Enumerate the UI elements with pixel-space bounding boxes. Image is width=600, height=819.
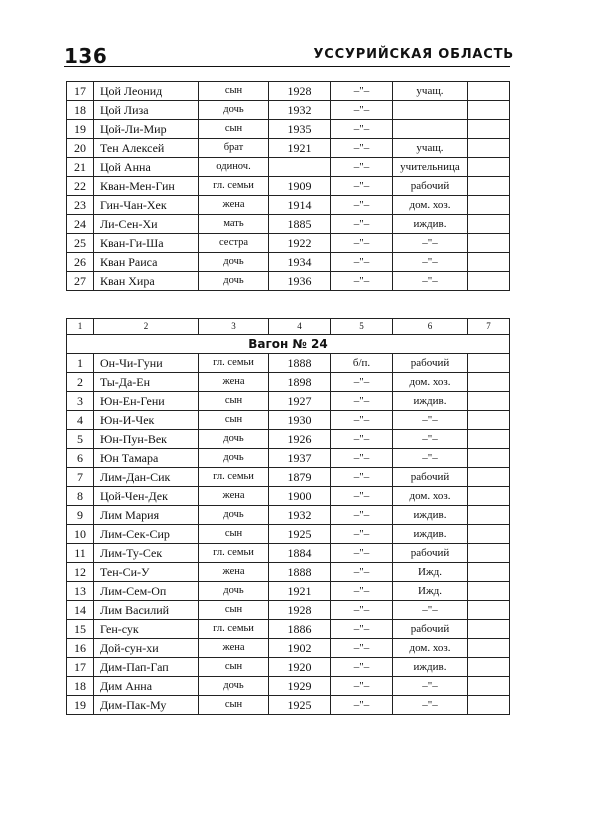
row-number-cell: 19 (67, 120, 94, 139)
occupation-cell: дом. хоз. (393, 196, 468, 215)
occupation-cell: –"– (393, 449, 468, 468)
note-cell (468, 696, 510, 715)
occupation-cell: дом. хоз. (393, 487, 468, 506)
birth-year-cell: 1935 (269, 120, 331, 139)
party-cell: –"– (331, 272, 393, 291)
person-name-cell: Ли-Сен-Хи (94, 215, 199, 234)
person-name-cell: Ты-Да-Ен (94, 373, 199, 392)
row-number-cell: 20 (67, 139, 94, 158)
table-row (67, 177, 510, 196)
occupation-cell: учащ. (393, 139, 468, 158)
person-name-cell: Юн-И-Чек (94, 411, 199, 430)
row-number-cell: 18 (67, 101, 94, 120)
note-cell (468, 544, 510, 563)
table-row (67, 696, 510, 715)
note-cell (468, 468, 510, 487)
occupation-cell: иждив. (393, 392, 468, 411)
column-number: 3 (199, 319, 269, 335)
relation-cell: гл. семьи (199, 354, 269, 373)
note-cell (468, 139, 510, 158)
relation-cell: дочь (199, 430, 269, 449)
relation-cell: дочь (199, 449, 269, 468)
deportation-table-continued (66, 81, 510, 291)
birth-year-cell: 1884 (269, 544, 331, 563)
party-cell: –"– (331, 696, 393, 715)
row-number-cell: 6 (67, 449, 94, 468)
birth-year-cell: 1925 (269, 696, 331, 715)
birth-year-cell: 1921 (269, 139, 331, 158)
birth-year-cell: 1902 (269, 639, 331, 658)
person-name-cell: Тен-Си-У (94, 563, 199, 582)
row-number-cell: 1 (67, 354, 94, 373)
relation-cell: жена (199, 196, 269, 215)
person-name-cell: Юн-Ен-Гени (94, 392, 199, 411)
note-cell (468, 506, 510, 525)
party-cell: –"– (331, 544, 393, 563)
occupation-cell (393, 120, 468, 139)
birth-year-cell: 1921 (269, 582, 331, 601)
row-number-cell: 26 (67, 253, 94, 272)
relation-cell: жена (199, 639, 269, 658)
occupation-cell: –"– (393, 272, 468, 291)
table-row (67, 215, 510, 234)
header-rule (64, 66, 510, 67)
person-name-cell: Дим-Пак-Му (94, 696, 199, 715)
relation-cell: дочь (199, 506, 269, 525)
note-cell (468, 620, 510, 639)
row-number-cell: 18 (67, 677, 94, 696)
person-name-cell: Цой Анна (94, 158, 199, 177)
row-number-cell: 16 (67, 639, 94, 658)
party-cell: –"– (331, 177, 393, 196)
birth-year-cell: 1900 (269, 487, 331, 506)
note-cell (468, 234, 510, 253)
table-row (67, 430, 510, 449)
person-name-cell: Ген-сук (94, 620, 199, 639)
column-number: 1 (67, 319, 94, 335)
occupation-cell: рабочий (393, 468, 468, 487)
row-number-cell: 2 (67, 373, 94, 392)
party-cell: б/п. (331, 354, 393, 373)
person-name-cell: Лим Мария (94, 506, 199, 525)
note-cell (468, 658, 510, 677)
birth-year-cell: 1914 (269, 196, 331, 215)
birth-year-cell: 1925 (269, 525, 331, 544)
party-cell: –"– (331, 620, 393, 639)
party-cell: –"– (331, 215, 393, 234)
note-cell (468, 601, 510, 620)
occupation-cell (393, 101, 468, 120)
occupation-cell: –"– (393, 253, 468, 272)
party-cell: –"– (331, 582, 393, 601)
note-cell (468, 430, 510, 449)
birth-year-cell: 1926 (269, 430, 331, 449)
birth-year-cell: 1930 (269, 411, 331, 430)
birth-year-cell: 1909 (269, 177, 331, 196)
occupation-cell: –"– (393, 677, 468, 696)
wagon-header-row (67, 335, 510, 354)
table-row (67, 506, 510, 525)
table-row (67, 392, 510, 411)
note-cell (468, 373, 510, 392)
person-name-cell: Тен Алексей (94, 139, 199, 158)
relation-cell: дочь (199, 101, 269, 120)
party-cell: –"– (331, 196, 393, 215)
person-name-cell: Гин-Чан-Хек (94, 196, 199, 215)
table-row (67, 563, 510, 582)
relation-cell: дочь (199, 253, 269, 272)
party-cell: –"– (331, 677, 393, 696)
column-number: 4 (269, 319, 331, 335)
table-row (67, 101, 510, 120)
column-number: 7 (468, 319, 510, 335)
note-cell (468, 354, 510, 373)
table-row (67, 120, 510, 139)
person-name-cell: Лим-Сек-Сир (94, 525, 199, 544)
occupation-cell: –"– (393, 411, 468, 430)
page-title: УССУРИЙСКАЯ ОБЛАСТЬ (313, 47, 514, 62)
wagon-label: Вагон № 24 (67, 335, 510, 354)
occupation-cell: рабочий (393, 620, 468, 639)
note-cell (468, 582, 510, 601)
column-number: 5 (331, 319, 393, 335)
row-number-cell: 24 (67, 215, 94, 234)
occupation-cell: Ижд. (393, 582, 468, 601)
relation-cell: гл. семьи (199, 468, 269, 487)
occupation-cell: –"– (393, 234, 468, 253)
relation-cell: сын (199, 82, 269, 101)
party-cell: –"– (331, 120, 393, 139)
person-name-cell: Цой Леонид (94, 82, 199, 101)
note-cell (468, 120, 510, 139)
birth-year-cell: 1922 (269, 234, 331, 253)
person-name-cell: Кван-Ги-Ша (94, 234, 199, 253)
party-cell: –"– (331, 373, 393, 392)
relation-cell: жена (199, 563, 269, 582)
table-row (67, 253, 510, 272)
party-cell: –"– (331, 563, 393, 582)
note-cell (468, 253, 510, 272)
relation-cell: сын (199, 601, 269, 620)
birth-year-cell: 1920 (269, 658, 331, 677)
table-row (67, 601, 510, 620)
table-row (67, 354, 510, 373)
note-cell (468, 101, 510, 120)
birth-year-cell: 1888 (269, 354, 331, 373)
occupation-cell: –"– (393, 601, 468, 620)
row-number-cell: 17 (67, 658, 94, 677)
column-number: 6 (393, 319, 468, 335)
party-cell: –"– (331, 411, 393, 430)
relation-cell: сын (199, 525, 269, 544)
relation-cell: сын (199, 696, 269, 715)
occupation-cell: учительница (393, 158, 468, 177)
note-cell (468, 392, 510, 411)
party-cell: –"– (331, 139, 393, 158)
column-number: 2 (94, 319, 199, 335)
table-row (67, 658, 510, 677)
person-name-cell: Юн Тамара (94, 449, 199, 468)
row-number-cell: 7 (67, 468, 94, 487)
relation-cell: жена (199, 487, 269, 506)
relation-cell: жена (199, 373, 269, 392)
table-row (67, 373, 510, 392)
occupation-cell: рабочий (393, 177, 468, 196)
birth-year-cell: 1928 (269, 82, 331, 101)
party-cell: –"– (331, 101, 393, 120)
relation-cell: одиноч. (199, 158, 269, 177)
note-cell (468, 158, 510, 177)
row-number-cell: 4 (67, 411, 94, 430)
person-name-cell: Юн-Пун-Век (94, 430, 199, 449)
row-number-cell: 13 (67, 582, 94, 601)
relation-cell: дочь (199, 677, 269, 696)
note-cell (468, 639, 510, 658)
row-number-cell: 8 (67, 487, 94, 506)
note-cell (468, 449, 510, 468)
table-row (67, 468, 510, 487)
birth-year-cell: 1928 (269, 601, 331, 620)
note-cell (468, 272, 510, 291)
note-cell (468, 196, 510, 215)
birth-year-cell: 1932 (269, 101, 331, 120)
table-row (67, 158, 510, 177)
person-name-cell: Кван Раиса (94, 253, 199, 272)
party-cell: –"– (331, 392, 393, 411)
row-number-cell: 25 (67, 234, 94, 253)
table-row (67, 411, 510, 430)
relation-cell: сын (199, 120, 269, 139)
party-cell: –"– (331, 82, 393, 101)
occupation-cell: учащ. (393, 82, 468, 101)
party-cell: –"– (331, 234, 393, 253)
note-cell (468, 563, 510, 582)
birth-year-cell: 1937 (269, 449, 331, 468)
occupation-cell: иждив. (393, 525, 468, 544)
relation-cell: сын (199, 392, 269, 411)
note-cell (468, 677, 510, 696)
note-cell (468, 411, 510, 430)
row-number-cell: 17 (67, 82, 94, 101)
party-cell: –"– (331, 601, 393, 620)
relation-cell: сын (199, 411, 269, 430)
occupation-cell: дом. хоз. (393, 639, 468, 658)
person-name-cell: Лим Василий (94, 601, 199, 620)
party-cell: –"– (331, 506, 393, 525)
birth-year-cell: 1927 (269, 392, 331, 411)
table-row (67, 234, 510, 253)
occupation-cell: иждив. (393, 506, 468, 525)
occupation-cell: –"– (393, 430, 468, 449)
person-name-cell: Лим-Дан-Сик (94, 468, 199, 487)
table-row (67, 272, 510, 291)
occupation-cell: рабочий (393, 354, 468, 373)
occupation-cell: Ижд. (393, 563, 468, 582)
table-row (67, 196, 510, 215)
party-cell: –"– (331, 430, 393, 449)
note-cell (468, 177, 510, 196)
row-number-cell: 23 (67, 196, 94, 215)
row-number-cell: 10 (67, 525, 94, 544)
column-number-row (67, 319, 510, 335)
occupation-cell: рабочий (393, 544, 468, 563)
occupation-cell: иждив. (393, 215, 468, 234)
row-number-cell: 19 (67, 696, 94, 715)
note-cell (468, 82, 510, 101)
party-cell: –"– (331, 449, 393, 468)
relation-cell: брат (199, 139, 269, 158)
table-row (67, 620, 510, 639)
relation-cell: сын (199, 658, 269, 677)
page-number: 136 (64, 44, 108, 68)
table-row (67, 525, 510, 544)
birth-year-cell: 1932 (269, 506, 331, 525)
row-number-cell: 11 (67, 544, 94, 563)
relation-cell: гл. семьи (199, 177, 269, 196)
relation-cell: мать (199, 215, 269, 234)
birth-year-cell: 1886 (269, 620, 331, 639)
birth-year-cell (269, 158, 331, 177)
person-name-cell: Цой Лиза (94, 101, 199, 120)
birth-year-cell: 1929 (269, 677, 331, 696)
person-name-cell: Дим-Пап-Гап (94, 658, 199, 677)
row-number-cell: 14 (67, 601, 94, 620)
table-row (67, 582, 510, 601)
party-cell: –"– (331, 158, 393, 177)
party-cell: –"– (331, 525, 393, 544)
note-cell (468, 525, 510, 544)
birth-year-cell: 1888 (269, 563, 331, 582)
table-row (67, 82, 510, 101)
party-cell: –"– (331, 487, 393, 506)
table-row (67, 487, 510, 506)
birth-year-cell: 1934 (269, 253, 331, 272)
relation-cell: дочь (199, 272, 269, 291)
row-number-cell: 27 (67, 272, 94, 291)
party-cell: –"– (331, 253, 393, 272)
occupation-cell: иждив. (393, 658, 468, 677)
relation-cell: гл. семьи (199, 544, 269, 563)
table-row (67, 677, 510, 696)
birth-year-cell: 1936 (269, 272, 331, 291)
row-number-cell: 9 (67, 506, 94, 525)
birth-year-cell: 1898 (269, 373, 331, 392)
row-number-cell: 21 (67, 158, 94, 177)
note-cell (468, 215, 510, 234)
relation-cell: сестра (199, 234, 269, 253)
person-name-cell: Лим-Сем-Оп (94, 582, 199, 601)
row-number-cell: 15 (67, 620, 94, 639)
person-name-cell: Он-Чи-Гуни (94, 354, 199, 373)
person-name-cell: Лим-Ту-Сек (94, 544, 199, 563)
table-row (67, 639, 510, 658)
person-name-cell: Цой-Ли-Мир (94, 120, 199, 139)
relation-cell: гл. семьи (199, 620, 269, 639)
person-name-cell: Кван-Мен-Гин (94, 177, 199, 196)
row-number-cell: 5 (67, 430, 94, 449)
row-number-cell: 22 (67, 177, 94, 196)
table-row (67, 449, 510, 468)
person-name-cell: Цой-Чен-Дек (94, 487, 199, 506)
party-cell: –"– (331, 639, 393, 658)
table-row (67, 139, 510, 158)
note-cell (468, 487, 510, 506)
occupation-cell: –"– (393, 696, 468, 715)
row-number-cell: 12 (67, 563, 94, 582)
party-cell: –"– (331, 468, 393, 487)
deportation-table-wagon-24 (66, 318, 510, 715)
party-cell: –"– (331, 658, 393, 677)
occupation-cell: дом. хоз. (393, 373, 468, 392)
person-name-cell: Дой-сун-хи (94, 639, 199, 658)
birth-year-cell: 1885 (269, 215, 331, 234)
relation-cell: дочь (199, 582, 269, 601)
person-name-cell: Дим Анна (94, 677, 199, 696)
row-number-cell: 3 (67, 392, 94, 411)
birth-year-cell: 1879 (269, 468, 331, 487)
table-row (67, 544, 510, 563)
person-name-cell: Кван Хира (94, 272, 199, 291)
